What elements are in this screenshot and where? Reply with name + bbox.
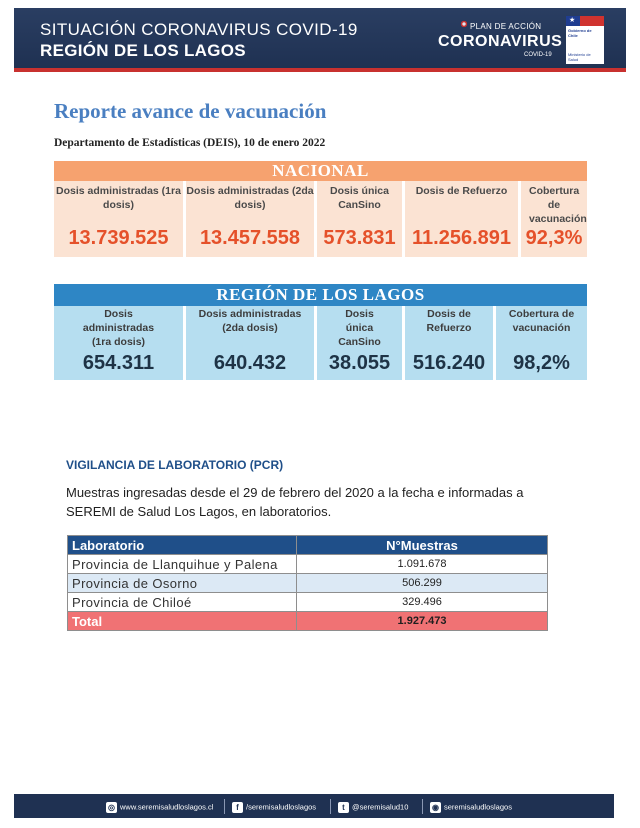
regional-cell-coverage [496,306,587,380]
banner-title-line2: REGIÓN DE LOS LAGOS [40,41,246,60]
table-header-row [68,536,548,555]
total-value: 1.927.473 [297,612,548,631]
national-cell-cansino [317,181,402,257]
column-header-laboratorio: Laboratorio [68,536,297,555]
footer-bar [14,794,614,818]
instagram-icon: ◉ [430,802,441,813]
row-name: Provincia de Llanquihue y Palena [68,555,297,574]
table-row [68,555,548,574]
cell-value: 654.311 [82,352,155,374]
cell-value: 13.457.558 [199,227,301,249]
top-banner [14,8,626,72]
footer-twitter-link[interactable] [338,800,408,813]
row-value: 329.496 [297,593,548,612]
national-header: NACIONAL [54,161,587,181]
gov-logo-subtext: Ministerio de Salud [568,52,591,62]
cell-value: 92,3% [525,227,583,249]
footer-instagram-link[interactable] [430,800,512,813]
footer-facebook-link[interactable] [232,800,316,813]
table-total-row [68,612,548,631]
star-icon: ★ [569,17,576,24]
regional-header: REGIÓN DE LOS LAGOS [54,284,587,306]
cell-value: 11.256.891 [412,227,511,249]
plan-label: PLAN DE ACCIÓN [470,22,542,31]
row-name: Provincia de Osorno [68,574,297,593]
cell-label: Dosis única CanSino [338,308,381,348]
row-name: Provincia de Chiloé [68,593,297,612]
cell-label: Dosis única CanSino [330,185,389,211]
national-cell-second-dose [186,181,314,257]
total-label: Total [68,612,297,631]
cell-label: Dosis administradas (2da dosis) [186,185,314,211]
footer-twitter-text: @seremisalud10 [352,802,409,812]
cell-label: Dosis administradas (1ra dosis) [56,185,181,211]
cell-label: Dosis de Refuerzo [426,308,472,334]
plan-covid-label: COVID-19 [524,52,552,58]
footer-divider [422,799,423,814]
cell-value: 640.432 [213,352,287,374]
cell-label: Dosis administradas (1ra dosis) [82,308,155,348]
national-panel [54,161,587,257]
footer-divider [224,799,225,814]
plan-coronavirus-logo-text: CORONAVIRUS [438,33,563,50]
flag-blue-block [566,16,580,26]
cell-value: 13.739.525 [68,227,169,249]
table-row [68,574,548,593]
government-logo [566,16,604,64]
footer-web-link[interactable] [106,800,213,813]
footer-facebook-text: /seremisaludloslagos [246,802,317,812]
banner-title-line1: SITUACIÓN CORONAVIRUS COVID-19 [40,20,358,39]
cell-value: 38.055 [328,352,391,374]
facebook-icon: f [232,802,243,813]
globe-icon: ◎ [106,802,117,813]
virus-icon [460,20,468,28]
national-cell-first-dose [54,181,183,257]
cell-label: Dosis administradas (2da dosis) [198,308,302,334]
lab-description: Muestras ingresadas desde el 29 de febrero del 2020 a la fecha e informadas a SEREMI de Salud Los Lagos, en laboratorios. [66,485,524,519]
cell-value: 98,2% [513,352,570,374]
footer-divider [330,799,331,814]
table-row [68,593,548,612]
national-cell-coverage [521,181,587,257]
cell-label: Dosis de Refuerzo [415,185,508,197]
gov-logo-text: Gobierno de Chile [568,28,592,38]
national-cell-booster [405,181,518,257]
flag-red-block [580,16,604,26]
regional-cell-second-dose [186,306,314,380]
cell-value: 573.831 [323,227,396,249]
column-header-muestras: N°Muestras [297,536,548,555]
cell-value: 516.240 [412,352,486,374]
row-value: 1.091.678 [297,555,548,574]
cell-label: Cobertura de vacunación [508,308,575,334]
lab-section-title: VIGILANCIA DE LABORATORIO (PCR) [66,458,284,472]
cell-label: Cobertura de vacunación [529,185,587,225]
regional-panel [54,284,587,380]
regional-cell-cansino [317,306,402,380]
regional-cell-first-dose [54,306,183,380]
footer-instagram-text: seremisaludloslagos [444,802,512,812]
report-subtitle: Departamento de Estadísticas (DEIS), 10 de enero 2022 [54,137,326,149]
row-value: 506.299 [297,574,548,593]
twitter-icon: t [338,802,349,813]
lab-table [67,535,548,631]
footer-web-text: www.seremisaludloslagos.cl [120,802,214,812]
report-title: Reporte avance de vacunación [54,99,327,123]
regional-cell-booster [405,306,493,380]
